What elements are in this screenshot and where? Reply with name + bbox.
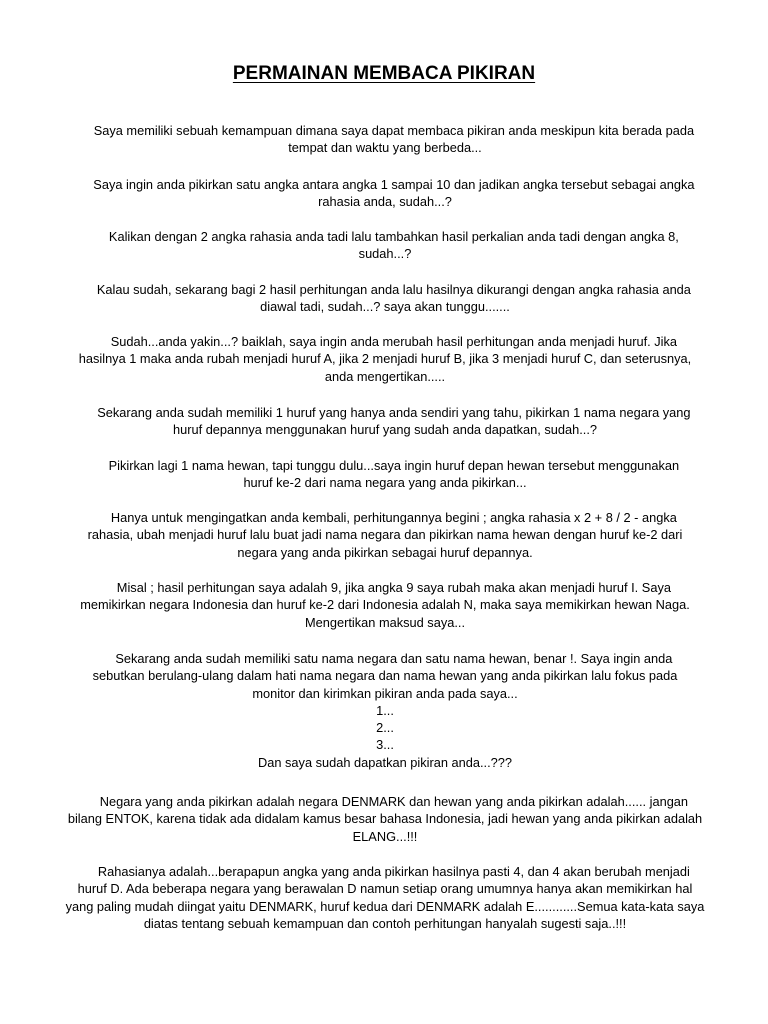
paragraph-line: ELANG...!!!: [352, 828, 418, 844]
document-title: PERMAINAN MEMBACA PIKIRAN: [232, 63, 536, 84]
paragraph-line: anda mengertikan.....: [324, 368, 446, 384]
paragraph-line: Hanya untuk mengingatkan anda kembali, perhitungannya begini ; angka rahasia x 2 + 8 / 2 - angka: [93, 510, 677, 525]
paragraph-example: [40, 579, 730, 631]
paragraph-line: huruf depannya menggunakan huruf yang sudah anda dapatkan, sudah...?: [172, 422, 598, 438]
paragraph-country: [40, 404, 730, 439]
paragraph-line: Pikirkan lagi 1 nama hewan, tapi tunggu dulu...saya ingin huruf depan hewan tersebut menggunakan: [90, 458, 680, 473]
paragraph-line: Saya memiliki sebuah kemampuan dimana saya dapat membaca pikiran anda meskipun kita berada pada: [75, 123, 695, 138]
paragraph-line: huruf ke-2 dari nama negara yang anda pikirkan...: [243, 475, 527, 491]
paragraph-line: Sudah...anda yakin...? baiklah, saya ingin anda merubah hasil perhitungan anda menjadi huruf. Jika: [92, 334, 678, 349]
paragraph-line: Sekarang anda sudah memiliki 1 huruf yang hanya anda sendiri yang tahu, pikirkan 1 nama negara yang: [79, 405, 691, 420]
paragraph-line: Kalikan dengan 2 angka rahasia anda tadi lalu tambahkan hasil perkalian anda tadi dengan angka 8,: [91, 229, 679, 244]
paragraph-line: Saya ingin anda pikirkan satu angka antara angka 1 sampai 10 dan jadikan angka tersebut sebagai angka: [75, 177, 695, 192]
paragraph-answer: [40, 793, 730, 845]
paragraph-divide: [40, 281, 730, 316]
paragraph-multiply: [40, 228, 730, 263]
paragraph-line: sudah...?: [358, 246, 412, 262]
countdown-line: 1...: [376, 702, 394, 718]
countdown-line: 3...: [376, 737, 394, 753]
paragraph-line: Sekarang anda sudah memiliki satu nama negara dan satu nama hewan, benar !. Saya ingin anda: [97, 651, 673, 666]
paragraph-reminder: [40, 509, 730, 561]
paragraph-line: Kalau sudah, sekarang bagi 2 hasil perhitungan anda lalu hasilnya dikurangi dengan angka rahasia anda: [79, 282, 691, 297]
paragraph-line: memikirkan negara Indonesia dan huruf ke-2 dari Indonesia adalah N, maka saya memikirkan hewan Naga.: [80, 597, 690, 613]
paragraph-line: rahasia, ubah menjadi huruf lalu buat jadi nama negara dan pikirkan nama hewan dengan huruf ke-2 dari: [87, 527, 683, 543]
paragraph-line: diatas tentang sebuah kemampuan dan contoh perhitungan hanyalah sugesti saja..!!!: [143, 915, 627, 931]
paragraph-line: Rahasianya adalah...berapapun angka yang anda pikirkan hasilnya pasti 4, dan 4 akan berubah menjadi: [80, 864, 690, 879]
paragraph-line: Misal ; hasil perhitungan saya adalah 9, jika angka 9 saya rubah maka akan menjadi huruf I. Saya: [99, 580, 671, 595]
paragraph-line: bilang ENTOK, karena tidak ada didalam kamus besar bahasa Indonesia, jadi hewan yang anda pikirkan adalah: [67, 811, 703, 827]
paragraph-pick-number: [40, 176, 730, 211]
countdown-line: 2...: [376, 720, 394, 736]
paragraph-line: negara yang anda pikirkan sebagai huruf depannya.: [237, 544, 533, 560]
paragraph-line: Dan saya sudah dapatkan pikiran anda...???: [258, 754, 512, 770]
paragraph-secret: [40, 863, 730, 932]
paragraph-line: Negara yang anda pikirkan adalah negara DENMARK dan hewan yang anda pikirkan adalah...... jangan: [81, 794, 689, 809]
paragraph-line: sebutkan berulang-ulang dalam hati nama negara dan nama hewan yang anda pikirkan lalu fokus pada: [92, 668, 678, 684]
paragraph-line: hasilnya 1 maka anda rubah menjadi huruf A, jika 2 menjadi huruf B, jika 3 menjadi huruf C, dan seterusnya,: [78, 351, 692, 367]
paragraph-animal: [40, 457, 730, 492]
paragraph-intro: [40, 122, 730, 157]
paragraph-countdown: [40, 650, 730, 771]
paragraph-line: huruf D. Ada beberapa negara yang berawalan D namun setiap orang umumnya hanya akan memikirkan hal: [77, 881, 693, 897]
paragraph-line: yang paling mudah diingat yaitu DENMARK, huruf kedua dari DENMARK adalah E............Semua kata-kata saya: [65, 898, 705, 914]
paragraph-line: diawal tadi, sudah...? saya akan tunggu.......: [260, 299, 510, 315]
paragraph-line: Mengertikan maksud saya...: [304, 614, 466, 630]
paragraph-line: monitor dan kirimkan pikiran anda pada saya...: [252, 685, 518, 701]
paragraph-line: rahasia anda, sudah...?: [318, 194, 452, 210]
paragraph-to-letter: [40, 333, 730, 385]
paragraph-line: tempat dan waktu yang berbeda...: [288, 140, 482, 156]
